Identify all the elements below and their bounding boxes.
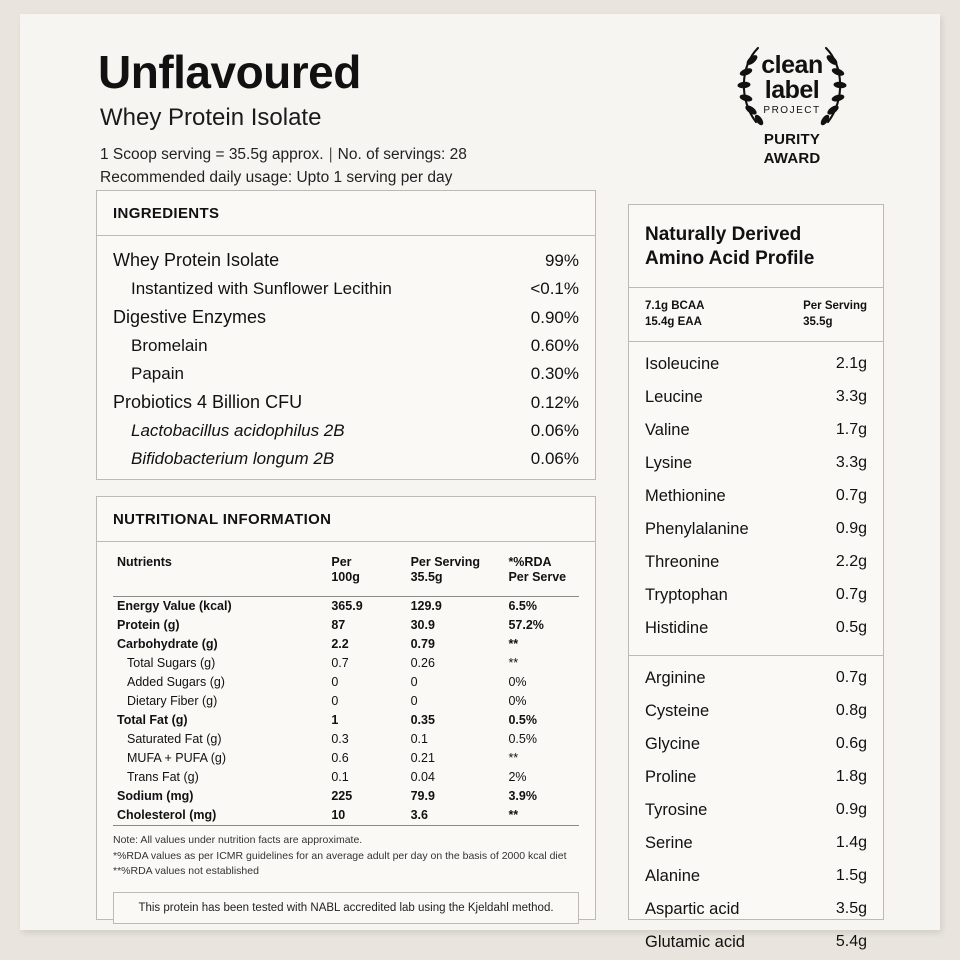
amino-name: Aspartic acid <box>645 899 740 918</box>
amino-name: Glutamic acid <box>645 932 745 951</box>
cell-rda: ** <box>508 751 519 766</box>
ingredient-value: 0.06% <box>530 421 579 440</box>
amino-name: Tryptophan <box>645 585 728 604</box>
cell-nutrient: Cholesterol (mg) <box>117 808 217 823</box>
table-row <box>113 616 579 635</box>
table-header-row <box>113 552 579 596</box>
ingredients-title: INGREDIENTS <box>97 191 595 236</box>
list-item <box>645 480 867 513</box>
amino-title-line2: Amino Acid Profile <box>645 247 815 269</box>
cell-per-100g: 225 <box>331 789 353 804</box>
cell-per-serving: 30.9 <box>410 618 435 633</box>
list-item <box>645 662 867 695</box>
cell-rda: ** <box>508 637 519 652</box>
list-item <box>113 246 579 275</box>
amino-value: 3.3g <box>835 453 867 471</box>
table-row <box>113 635 579 654</box>
list-item <box>113 445 579 473</box>
column-header-per-100g <box>327 552 406 596</box>
amino-value: 0.7g <box>835 585 867 603</box>
amino-nonessential-list <box>629 656 883 959</box>
cell-per-100g: 0.1 <box>331 770 349 785</box>
list-item <box>645 794 867 827</box>
amino-value: 1.7g <box>835 420 867 438</box>
cell-nutrient: Energy Value (kcal) <box>117 599 232 614</box>
amino-value: 0.5g <box>835 618 867 636</box>
amino-value: 3.5g <box>835 899 867 917</box>
nutrition-title: NUTRITIONAL INFORMATION <box>97 497 595 542</box>
ingredient-name: Digestive Enzymes <box>113 307 267 327</box>
ingredient-value: <0.1% <box>530 279 579 298</box>
ingredient-name: Papain <box>131 364 184 383</box>
ingredient-name: Bifidobacterium longum 2B <box>131 449 335 468</box>
badge-line-project: PROJECT <box>763 104 821 116</box>
purity-award-badge <box>726 38 858 167</box>
cell-nutrient: Added Sugars (g) <box>127 675 225 690</box>
cell-per-100g: 365.9 <box>331 599 363 614</box>
cell-nutrient: Protein (g) <box>117 618 180 633</box>
cell-rda: 0% <box>508 675 527 690</box>
table-row <box>113 768 579 787</box>
product-subtitle: Whey Protein Isolate <box>100 104 322 132</box>
amino-value: 1.4g <box>835 833 867 851</box>
ingredients-panel <box>96 190 596 480</box>
list-item <box>645 827 867 860</box>
cell-per-100g: 0.3 <box>331 732 349 747</box>
ingredient-value: 0.90% <box>530 308 579 327</box>
column-header-per-serving <box>407 552 505 596</box>
column-header-per-100g-line2: 100g <box>331 570 360 585</box>
amino-name: Arginine <box>645 668 706 687</box>
list-item <box>645 612 867 645</box>
amino-serving-size-text: 35.5g <box>803 316 833 329</box>
list-item <box>645 860 867 893</box>
ingredient-name: Whey Protein Isolate <box>113 250 280 270</box>
cell-per-serving: 79.9 <box>410 789 435 804</box>
amino-value: 1.5g <box>835 866 867 884</box>
cell-per-serving: 0.04 <box>410 770 435 785</box>
cell-nutrient: Sodium (mg) <box>117 789 194 804</box>
nutrition-note-approximate: Note: All values under nutrition facts are approximate. <box>113 833 363 846</box>
list-item <box>645 926 867 959</box>
label-header <box>20 14 940 189</box>
amino-title-line1: Naturally Derived <box>645 224 802 245</box>
amino-eaa-text: 15.4g EAA <box>645 316 702 329</box>
nutrition-table-wrap <box>97 542 595 826</box>
cell-per-100g: 0.7 <box>331 656 349 671</box>
ingredient-value: 99% <box>544 251 579 270</box>
cell-per-100g: 0 <box>331 694 339 709</box>
ingredient-value: 0.60% <box>530 336 579 355</box>
cell-rda: ** <box>508 656 519 671</box>
amino-serving-header <box>803 298 867 331</box>
cell-per-serving: 0.1 <box>410 732 428 747</box>
list-item <box>645 728 867 761</box>
ingredient-value: 0.06% <box>530 449 579 468</box>
amino-name: Tyrosine <box>645 800 708 819</box>
table-row <box>113 787 579 806</box>
cell-nutrient: Trans Fat (g) <box>127 770 199 785</box>
amino-name: Serine <box>645 833 693 852</box>
table-row <box>113 596 579 616</box>
cell-nutrient: Total Fat (g) <box>117 713 188 728</box>
amino-per-serving-text: Per Serving <box>803 299 867 312</box>
badge-line-award: AWARD <box>763 149 821 167</box>
amino-name: Isoleucine <box>645 354 720 373</box>
list-item <box>645 447 867 480</box>
cell-rda: 57.2% <box>508 618 544 633</box>
laurel-wreath-icon <box>726 38 858 130</box>
list-item <box>113 388 579 417</box>
cell-per-serving: 0.26 <box>410 656 435 671</box>
amino-value: 5.4g <box>835 932 867 950</box>
table-row <box>113 654 579 673</box>
column-header-rda <box>504 552 579 596</box>
list-item <box>645 381 867 414</box>
cell-rda: ** <box>508 808 519 823</box>
amino-name: Glycine <box>645 734 701 753</box>
column-header-per-100g-line1: Per <box>331 554 352 569</box>
amino-value: 3.3g <box>835 387 867 405</box>
amino-name: Valine <box>645 420 690 439</box>
list-item <box>113 417 579 445</box>
serving-separator: | <box>328 146 333 164</box>
page-title: Unflavoured <box>98 46 361 98</box>
cell-rda: 0% <box>508 694 527 709</box>
nutrition-panel <box>96 496 596 920</box>
cell-nutrient: Carbohydrate (g) <box>117 637 218 652</box>
cell-per-100g: 10 <box>331 808 346 823</box>
list-item <box>645 414 867 447</box>
cell-rda: 3.9% <box>508 789 537 804</box>
cell-per-serving: 3.6 <box>410 808 428 823</box>
nutrition-table-head <box>113 552 579 596</box>
amino-value: 0.6g <box>835 734 867 752</box>
amino-name: Lysine <box>645 453 693 472</box>
amino-name: Threonine <box>645 552 720 571</box>
list-item <box>645 546 867 579</box>
cell-per-100g: 0 <box>331 675 339 690</box>
ingredient-name: Probiotics 4 Billion CFU <box>113 392 303 412</box>
ingredients-list <box>97 236 595 481</box>
list-item <box>113 360 579 388</box>
badge-line-purity: PURITY <box>763 131 821 148</box>
cell-per-serving: 0 <box>410 675 418 690</box>
badge-line-label: label <box>764 75 820 104</box>
ingredient-value: 0.12% <box>530 393 579 412</box>
table-row <box>113 806 579 826</box>
supplement-label-card <box>20 14 940 951</box>
table-row <box>113 749 579 768</box>
nutrition-table <box>113 552 579 826</box>
nabl-test-footer: This protein has been tested with NABL accredited lab using the Kjeldahl method. <box>113 892 579 924</box>
list-item <box>113 275 579 303</box>
cell-per-serving: 129.9 <box>410 599 442 614</box>
amino-bcaa-text: 7.1g BCAA <box>645 299 705 312</box>
table-row <box>113 692 579 711</box>
list-item <box>645 348 867 381</box>
amino-value: 0.7g <box>835 668 867 686</box>
amino-subheader <box>629 288 883 342</box>
list-item <box>645 695 867 728</box>
table-row <box>113 711 579 730</box>
amino-name: Leucine <box>645 387 703 406</box>
amino-value: 0.8g <box>835 701 867 719</box>
amino-acid-title <box>629 205 883 288</box>
daily-usage-text: Recommended daily usage: Upto 1 serving per day <box>100 168 453 186</box>
amino-value: 2.2g <box>835 552 867 570</box>
cell-nutrient: Saturated Fat (g) <box>127 732 222 747</box>
cell-rda: 6.5% <box>508 599 537 614</box>
amino-name: Histidine <box>645 618 709 637</box>
serving-size-text: 1 Scoop serving = 35.5g approx. <box>100 146 324 164</box>
amino-name: Alanine <box>645 866 701 885</box>
column-header-rda-line1: *%RDA <box>508 554 552 569</box>
ingredient-value: 0.30% <box>530 364 579 383</box>
cell-per-serving: 0.21 <box>410 751 435 766</box>
column-header-per-serving-line1: Per Serving <box>410 554 481 569</box>
cell-per-serving: 0.79 <box>410 637 435 652</box>
column-header-rda-line2: Per Serve <box>508 570 567 585</box>
amino-value: 1.8g <box>835 767 867 785</box>
nutrition-table-body <box>113 596 579 825</box>
amino-value: 2.1g <box>835 354 867 372</box>
cell-nutrient: Total Sugars (g) <box>127 656 216 671</box>
table-row <box>113 730 579 749</box>
amino-value: 0.7g <box>835 486 867 504</box>
cell-rda: 2% <box>508 770 527 785</box>
list-item <box>645 513 867 546</box>
nutrition-notes <box>97 826 595 880</box>
nutrition-note-rda: *%RDA values as per ICMR guidelines for an average adult per day on the basis of 2000 kcal diet <box>113 849 567 862</box>
ingredient-name: Bromelain <box>131 336 208 355</box>
badge-line-clean: clean <box>761 51 823 79</box>
cell-per-100g: 1 <box>331 713 339 728</box>
cell-per-serving: 0.35 <box>410 713 435 728</box>
list-item <box>645 761 867 794</box>
table-row <box>113 673 579 692</box>
amino-name: Proline <box>645 767 697 786</box>
amino-bcaa-eaa <box>645 298 704 331</box>
list-item <box>113 332 579 360</box>
amino-name: Phenylalanine <box>645 519 749 538</box>
ingredient-name: Instantized with Sunflower Lecithin <box>131 279 392 298</box>
amino-acid-panel <box>628 204 884 951</box>
cell-per-100g: 87 <box>331 618 346 633</box>
nutrition-note-rda-unavailable: **%RDA values not established <box>113 865 259 878</box>
column-header-nutrients: Nutrients <box>117 554 172 569</box>
cell-per-100g: 0.6 <box>331 751 349 766</box>
cell-nutrient: MUFA + PUFA (g) <box>127 751 226 766</box>
cell-per-100g: 2.2 <box>331 637 349 652</box>
amino-essential-list <box>629 342 883 645</box>
cell-nutrient: Dietary Fiber (g) <box>127 694 218 709</box>
list-item <box>645 579 867 612</box>
amino-name: Cysteine <box>645 701 710 720</box>
list-item <box>113 303 579 332</box>
cell-per-serving: 0 <box>410 694 418 709</box>
cell-rda: 0.5% <box>508 713 537 728</box>
amino-value: 0.9g <box>835 519 867 537</box>
amino-name: Methionine <box>645 486 726 505</box>
amino-value: 0.9g <box>835 800 867 818</box>
column-header-per-serving-line2: 35.5g <box>410 570 443 585</box>
cell-rda: 0.5% <box>508 732 537 747</box>
servings-count-text: No. of servings: 28 <box>337 146 467 164</box>
list-item <box>645 893 867 926</box>
ingredient-name: Lactobacillus acidophilus 2B <box>131 421 345 440</box>
